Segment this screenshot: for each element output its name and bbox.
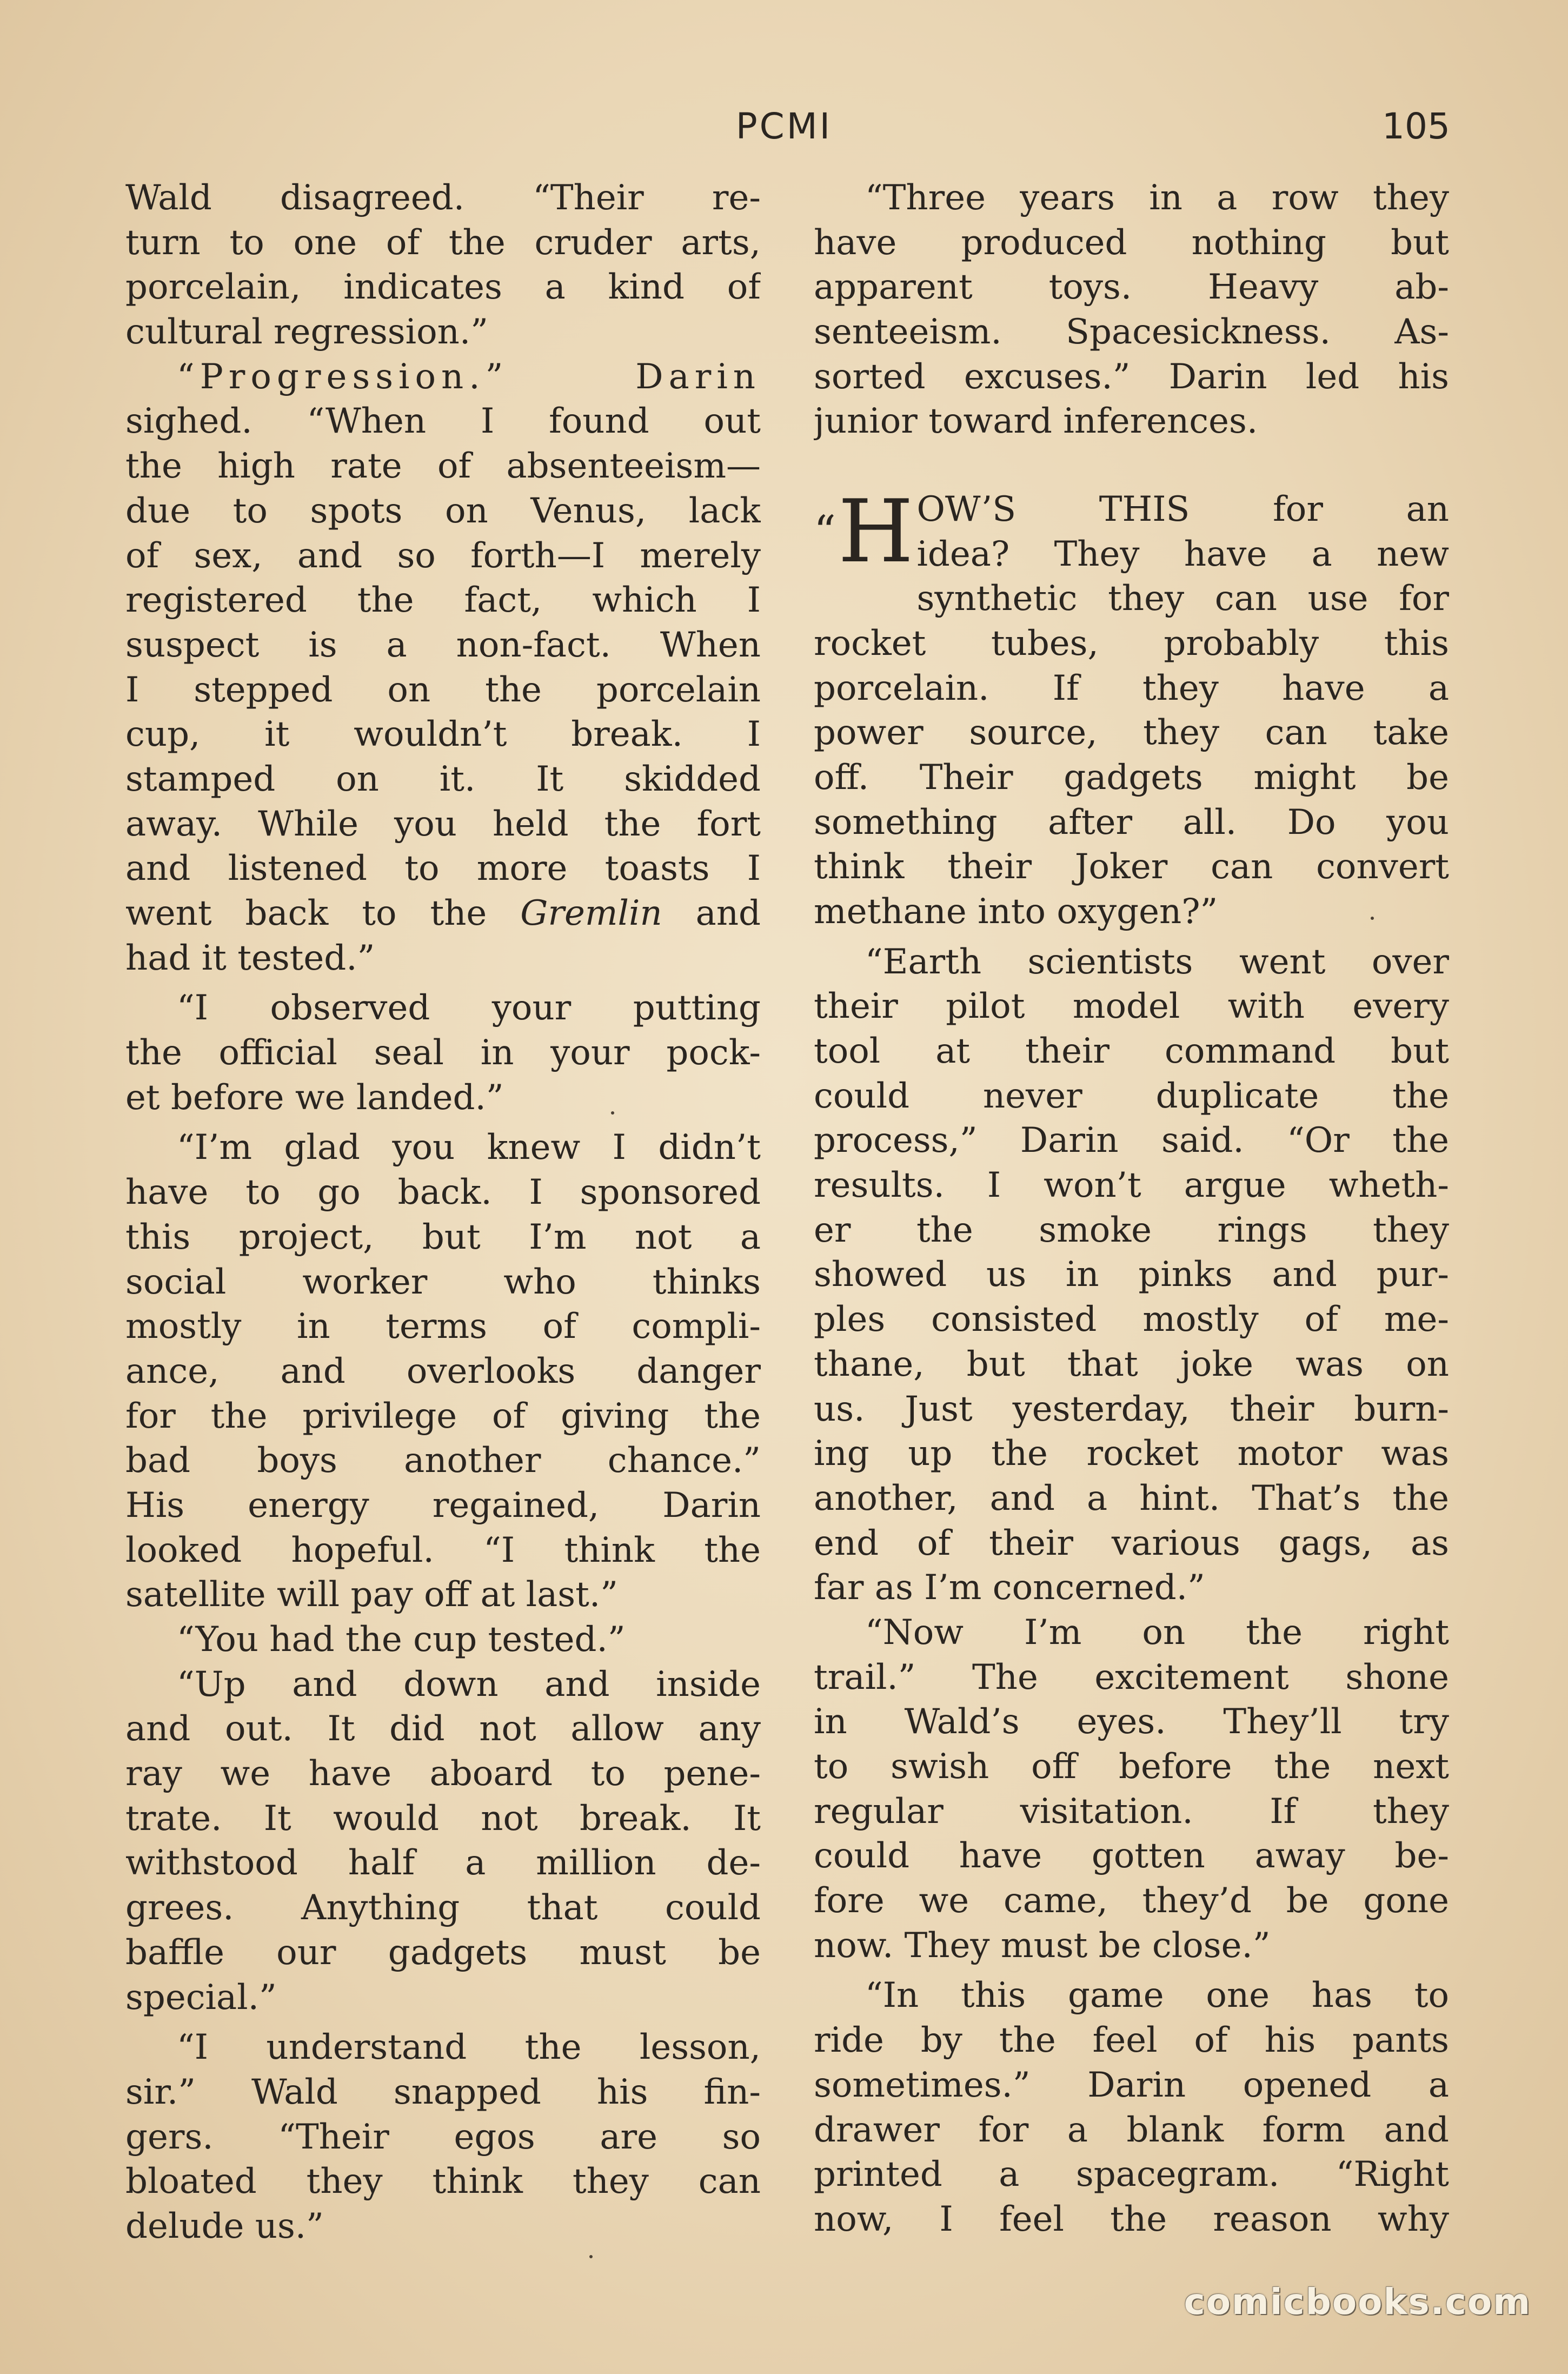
left-text-column [125,176,761,2249]
text-line: process,” Darin said. “Or the [814,1120,1449,1161]
text-line: Wald disagreed. “Their re- [125,178,761,218]
text-line: sighed. “When I found out [125,401,761,442]
text-line: porcelain. If they have a [814,668,1449,708]
text-line: sir.” Wald snapped his fin- [125,2072,761,2112]
text-line: away. While you held the fort [125,804,761,844]
text-line: tool at their command but [814,1031,1449,1071]
ink-speck [589,2255,593,2258]
text-line: the high rate of absenteeism— [125,446,761,487]
running-header-title: PCMI [735,105,833,147]
text-line: special.” [125,1977,277,2018]
text-line: ride by the feel of his pants [814,2020,1449,2061]
text-line: junior toward inferences. [814,401,1258,442]
text-line: off. Their gadgets might be [814,757,1449,798]
text-line: end of their various gags, as [814,1523,1449,1563]
text-line: “In this game one has to [865,1975,1449,2016]
text-line: “Now I’m on the right [865,1612,1449,1653]
text-line: turn to one of the cruder arts, [125,222,761,263]
text-line: ray we have aboard to pene- [125,1754,761,1794]
text-line: could have gotten away be- [814,1836,1449,1876]
text-line: trate. It would not break. It [125,1798,761,1839]
text-line: synthetic they can use for [916,579,1449,619]
text-line: suspect is a non-fact. When [125,625,761,665]
text-line: porcelain, indicates a kind of [125,267,761,308]
text-line: rocket tubes, probably this [814,623,1449,664]
text-line: cup, it wouldn’t break. I [125,714,761,755]
text-segment: and [662,893,761,933]
text-line: “Earth scientists went over [865,941,1449,982]
text-line: apparent toys. Heavy ab- [814,267,1449,308]
text-line: think their Joker can convert [814,847,1449,887]
drop-cap-letter: H [838,481,914,582]
text-line: to swish off before the next [814,1747,1449,1787]
page-number: 105 [1382,105,1450,147]
text-line: for the privilege of giving the [125,1396,761,1436]
text-line: “Three years in a row they [865,178,1449,218]
text-line: withstood half a million de- [125,1843,761,1884]
italic-ship-name: Gremlin [520,893,662,933]
ink-speck [1371,917,1374,920]
right-text-column [814,176,1449,2242]
drop-cap-quote: “ [814,506,836,557]
text-line: the official seal in your pock- [125,1033,761,1073]
text-line: have to go back. I sponsored [125,1172,761,1213]
text-line: “I observed your putting [177,988,761,1029]
text-line: and listened to more toasts I [125,848,761,889]
text-line: printed a spacegram. “Right [814,2154,1449,2195]
ink-speck [611,1111,614,1115]
text-line: this project, but I’m not a [125,1217,761,1257]
text-line: stamped on it. It skidded [125,759,761,799]
text-line: idea? They have a new [916,534,1449,574]
text-line: gers. “Their egos are so [125,2117,761,2157]
text-segment: went back to the [125,893,521,933]
text-line: could never duplicate the [814,1076,1449,1116]
text-line: thane, but that joke was on [814,1344,1449,1384]
text-line: “You had the cup tested.” [177,1620,626,1660]
text-line: regular visitation. If they [814,1791,1449,1832]
text-line: fore we came, they’d be gone [814,1881,1449,1921]
text-line: methane into oxygen?” [814,891,1218,932]
text-line: satellite will pay off at last.” [125,1575,618,1615]
source-watermark: comicbooks.com [1184,2281,1531,2323]
text-line: OW’S THIS for an [916,489,1449,530]
text-line: results. I won’t argue wheth- [814,1165,1449,1206]
text-line: bloated they think they can [125,2161,761,2202]
text-line: looked hopeful. “I think the [125,1530,761,1570]
text-line: sorted excuses.” Darin led his [814,356,1449,397]
text-line: sometimes.” Darin opened a [814,2065,1449,2105]
text-line: of sex, and so forth—I merely [125,535,761,576]
drop-cap [814,481,914,582]
text-line: ples consisted mostly of me- [814,1299,1449,1340]
text-line: bad boys another chance.” [125,1441,761,1481]
text-line: et before we landed.” [125,1077,504,1118]
text-line: “Up and down and inside [177,1664,761,1705]
text-line: had it tested.” [125,938,375,978]
text-line: us. Just yesterday, their burn- [814,1389,1449,1429]
text-line: have produced nothing but [814,222,1449,263]
text-line: delude us.” [125,2206,324,2246]
text-line: registered the fact, which I [125,580,761,621]
text-line: their pilot model with every [814,986,1449,1027]
text-line: grees. Anything that could [125,1888,761,1928]
text-line: and out. It did not allow any [125,1709,761,1749]
text-line: something after all. Do you [814,802,1449,843]
text-line: in Wald’s eyes. They’ll try [814,1702,1449,1742]
text-line: another, and a hint. That’s the [814,1478,1449,1518]
text-line: ing up the rocket motor was [814,1434,1449,1474]
text-line: social worker who thinks [125,1262,761,1302]
text-line: “Progression.” Darin [177,356,761,397]
text-line [125,891,761,936]
text-line: drawer for a blank form and [814,2110,1449,2150]
text-line: power source, they can take [814,713,1449,753]
section-opening [814,481,1449,582]
text-line: trail.” The excitement shone [814,1657,1449,1697]
text-line: baffle our gadgets must be [125,1932,761,1973]
text-line: His energy regained, Darin [125,1485,761,1526]
text-line: ance, and overlooks danger [125,1351,761,1391]
text-line: far as I’m concerned.” [814,1568,1205,1608]
text-line: I stepped on the porcelain [125,669,761,710]
text-line: “I understand the lesson, [177,2027,761,2068]
text-line: showed us in pinks and pur- [814,1255,1449,1295]
text-line: mostly in terms of compli- [125,1307,761,1347]
text-line: now, I feel the reason why [814,2199,1449,2239]
text-line: now. They must be close.” [814,1925,1271,1966]
text-line: “I’m glad you knew I didn’t [177,1128,761,1168]
text-line: er the smoke rings they [814,1210,1449,1250]
text-line: due to spots on Venus, lack [125,490,761,531]
text-line: cultural regression.” [125,312,488,353]
text-line: senteeism. Spacesickness. As- [814,312,1449,353]
